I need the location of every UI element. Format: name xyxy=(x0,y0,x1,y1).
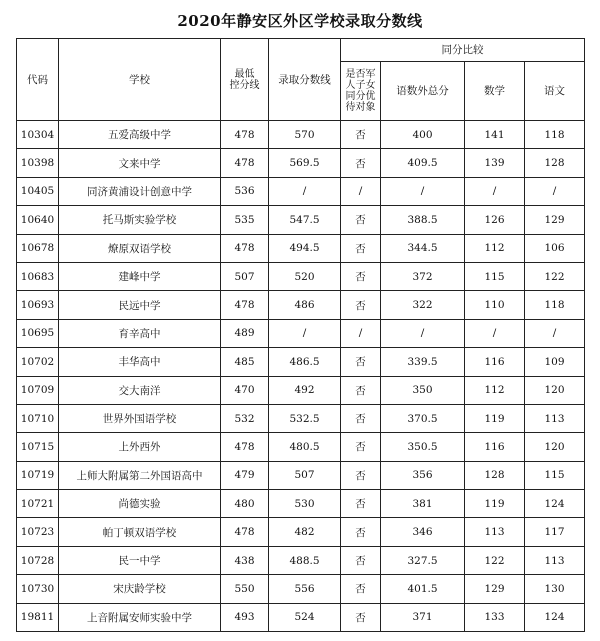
cell-code: 10405 xyxy=(17,177,59,205)
cell-chinese: 113 xyxy=(525,546,585,574)
cell-total: / xyxy=(381,177,465,205)
cell-min-control: 478 xyxy=(221,433,269,461)
cell-min-control: 535 xyxy=(221,206,269,234)
table-row xyxy=(17,603,585,631)
cell-min-control: 493 xyxy=(221,603,269,631)
cell-chinese: 115 xyxy=(525,461,585,489)
cell-total: 371 xyxy=(381,603,465,631)
cell-code: 10695 xyxy=(17,319,59,347)
cell-code: 19811 xyxy=(17,603,59,631)
cell-math: / xyxy=(465,319,525,347)
cell-total: 409.5 xyxy=(381,149,465,177)
cell-school: 五爱高级中学 xyxy=(59,121,221,149)
cell-military: 否 xyxy=(341,575,381,603)
cell-math: 115 xyxy=(465,262,525,290)
cell-min-control: 550 xyxy=(221,575,269,603)
cell-math: 128 xyxy=(465,461,525,489)
cell-total: / xyxy=(381,319,465,347)
cell-math: 113 xyxy=(465,518,525,546)
cell-military: 否 xyxy=(341,291,381,319)
cell-total: 322 xyxy=(381,291,465,319)
cell-school: 民远中学 xyxy=(59,291,221,319)
cell-admission: 524 xyxy=(269,603,341,631)
cell-math: 110 xyxy=(465,291,525,319)
table-row xyxy=(17,404,585,432)
cell-total: 400 xyxy=(381,121,465,149)
cell-military: 否 xyxy=(341,262,381,290)
cell-admission: 570 xyxy=(269,121,341,149)
cell-code: 10693 xyxy=(17,291,59,319)
table-row xyxy=(17,234,585,262)
cell-admission: 530 xyxy=(269,490,341,518)
cell-school: 丰华高中 xyxy=(59,348,221,376)
cell-school: 帕丁顿双语学校 xyxy=(59,518,221,546)
cell-total: 327.5 xyxy=(381,546,465,574)
cell-total: 350.5 xyxy=(381,433,465,461)
cell-total: 350 xyxy=(381,376,465,404)
cell-code: 10723 xyxy=(17,518,59,546)
cell-math: 139 xyxy=(465,149,525,177)
table-row xyxy=(17,206,585,234)
cell-math: 116 xyxy=(465,433,525,461)
table-row xyxy=(17,149,585,177)
cell-total: 372 xyxy=(381,262,465,290)
cell-code: 10719 xyxy=(17,461,59,489)
table-row xyxy=(17,348,585,376)
cell-school: 世界外国语学校 xyxy=(59,404,221,432)
cell-math: 129 xyxy=(465,575,525,603)
cell-min-control: 478 xyxy=(221,149,269,177)
table-row xyxy=(17,546,585,574)
cell-school: 育辛高中 xyxy=(59,319,221,347)
cell-military: 否 xyxy=(341,404,381,432)
cell-min-control: 470 xyxy=(221,376,269,404)
cell-admission: 532.5 xyxy=(269,404,341,432)
header-school: 学校 xyxy=(59,39,221,121)
cell-admission: / xyxy=(269,177,341,205)
cell-math: 119 xyxy=(465,490,525,518)
cell-code: 10678 xyxy=(17,234,59,262)
cell-code: 10640 xyxy=(17,206,59,234)
cell-math: / xyxy=(465,177,525,205)
cell-min-control: 536 xyxy=(221,177,269,205)
cell-chinese: 128 xyxy=(525,149,585,177)
cell-code: 10730 xyxy=(17,575,59,603)
cell-math: 119 xyxy=(465,404,525,432)
header-military: 是否军 人子女 同分优 待对象 xyxy=(341,62,381,121)
cell-chinese: 129 xyxy=(525,206,585,234)
cell-military: 否 xyxy=(341,490,381,518)
table-row xyxy=(17,319,585,347)
cell-school: 宋庆龄学校 xyxy=(59,575,221,603)
cell-military: 否 xyxy=(341,461,381,489)
table-row xyxy=(17,575,585,603)
cell-chinese: 122 xyxy=(525,262,585,290)
cell-admission: 488.5 xyxy=(269,546,341,574)
cell-admission: 556 xyxy=(269,575,341,603)
cell-admission: 480.5 xyxy=(269,433,341,461)
cell-admission: 486.5 xyxy=(269,348,341,376)
cell-min-control: 485 xyxy=(221,348,269,376)
cell-admission: 507 xyxy=(269,461,341,489)
cell-military: 否 xyxy=(341,348,381,376)
cell-admission: / xyxy=(269,319,341,347)
cell-min-control: 478 xyxy=(221,518,269,546)
table-row xyxy=(17,121,585,149)
cell-min-control: 438 xyxy=(221,546,269,574)
cell-school: 燎原双语学校 xyxy=(59,234,221,262)
cell-code: 10683 xyxy=(17,262,59,290)
cell-total: 346 xyxy=(381,518,465,546)
cell-math: 112 xyxy=(465,376,525,404)
cell-admission: 547.5 xyxy=(269,206,341,234)
cell-math: 116 xyxy=(465,348,525,376)
cell-total: 388.5 xyxy=(381,206,465,234)
cell-chinese: 106 xyxy=(525,234,585,262)
cell-military: 否 xyxy=(341,234,381,262)
cell-math: 141 xyxy=(465,121,525,149)
cell-total: 344.5 xyxy=(381,234,465,262)
cell-chinese: 113 xyxy=(525,404,585,432)
cell-school: 建峰中学 xyxy=(59,262,221,290)
cell-math: 112 xyxy=(465,234,525,262)
cell-total: 381 xyxy=(381,490,465,518)
cell-chinese: 117 xyxy=(525,518,585,546)
cell-admission: 492 xyxy=(269,376,341,404)
header-group: 同分比较 xyxy=(341,39,585,62)
cell-admission: 486 xyxy=(269,291,341,319)
table-row xyxy=(17,433,585,461)
table-row xyxy=(17,461,585,489)
score-table xyxy=(16,38,585,632)
cell-min-control: 478 xyxy=(221,291,269,319)
cell-chinese: 124 xyxy=(525,490,585,518)
cell-school: 上音附属安师实验中学 xyxy=(59,603,221,631)
table-row xyxy=(17,262,585,290)
cell-min-control: 478 xyxy=(221,121,269,149)
cell-school: 民一中学 xyxy=(59,546,221,574)
cell-school: 文来中学 xyxy=(59,149,221,177)
cell-chinese: 118 xyxy=(525,291,585,319)
cell-code: 10304 xyxy=(17,121,59,149)
cell-code: 10728 xyxy=(17,546,59,574)
cell-military: 否 xyxy=(341,206,381,234)
cell-code: 10702 xyxy=(17,348,59,376)
cell-school: 交大南洋 xyxy=(59,376,221,404)
cell-school: 托马斯实验学校 xyxy=(59,206,221,234)
table-row xyxy=(17,376,585,404)
header-math: 数学 xyxy=(465,62,525,121)
table-row xyxy=(17,490,585,518)
cell-code: 10710 xyxy=(17,404,59,432)
cell-chinese: 124 xyxy=(525,603,585,631)
cell-min-control: 532 xyxy=(221,404,269,432)
table-body xyxy=(17,121,585,632)
page-title: 2020年静安区外区学校录取分数线 xyxy=(177,12,423,30)
cell-military: 否 xyxy=(341,518,381,546)
header-min-control: 最低 控分线 xyxy=(221,39,269,121)
table-row xyxy=(17,518,585,546)
cell-admission: 482 xyxy=(269,518,341,546)
cell-math: 133 xyxy=(465,603,525,631)
cell-military: / xyxy=(341,177,381,205)
cell-chinese: / xyxy=(525,319,585,347)
cell-min-control: 478 xyxy=(221,234,269,262)
cell-code: 10398 xyxy=(17,149,59,177)
cell-min-control: 480 xyxy=(221,490,269,518)
cell-code: 10721 xyxy=(17,490,59,518)
cell-admission: 494.5 xyxy=(269,234,341,262)
cell-chinese: / xyxy=(525,177,585,205)
cell-chinese: 109 xyxy=(525,348,585,376)
header-chinese: 语文 xyxy=(525,62,585,121)
cell-military: 否 xyxy=(341,546,381,574)
cell-math: 126 xyxy=(465,206,525,234)
cell-min-control: 479 xyxy=(221,461,269,489)
header-admission: 录取分数线 xyxy=(269,39,341,121)
cell-chinese: 118 xyxy=(525,121,585,149)
cell-code: 10715 xyxy=(17,433,59,461)
cell-math: 122 xyxy=(465,546,525,574)
cell-admission: 520 xyxy=(269,262,341,290)
cell-min-control: 489 xyxy=(221,319,269,347)
table-row xyxy=(17,177,585,205)
cell-school: 同济黄浦设计创意中学 xyxy=(59,177,221,205)
cell-school: 上外西外 xyxy=(59,433,221,461)
cell-military: / xyxy=(341,319,381,347)
cell-military: 否 xyxy=(341,376,381,404)
header-code: 代码 xyxy=(17,39,59,121)
cell-military: 否 xyxy=(341,121,381,149)
cell-chinese: 120 xyxy=(525,433,585,461)
header-total: 语数外总分 xyxy=(381,62,465,121)
cell-school: 尚德实验 xyxy=(59,490,221,518)
cell-total: 339.5 xyxy=(381,348,465,376)
cell-total: 401.5 xyxy=(381,575,465,603)
table-row xyxy=(17,291,585,319)
cell-school: 上师大附属第二外国语高中 xyxy=(59,461,221,489)
cell-military: 否 xyxy=(341,433,381,461)
cell-admission: 569.5 xyxy=(269,149,341,177)
cell-military: 否 xyxy=(341,603,381,631)
cell-chinese: 130 xyxy=(525,575,585,603)
cell-code: 10709 xyxy=(17,376,59,404)
cell-total: 356 xyxy=(381,461,465,489)
cell-chinese: 120 xyxy=(525,376,585,404)
cell-min-control: 507 xyxy=(221,262,269,290)
cell-total: 370.5 xyxy=(381,404,465,432)
cell-military: 否 xyxy=(341,149,381,177)
